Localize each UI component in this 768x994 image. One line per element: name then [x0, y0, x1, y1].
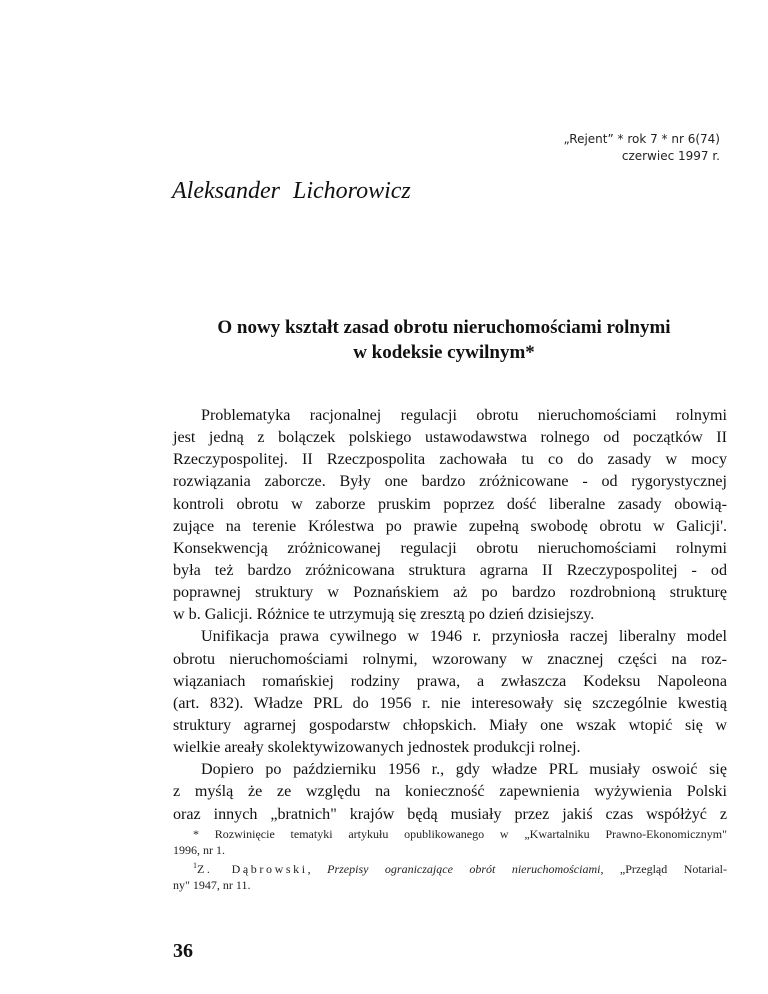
body-line: obrotu nieruchomościami rolnymi, wzorowany w znacznej części na roz-: [173, 650, 727, 668]
body-line: rozwiązania zaborcze. Były one bardzo zróżnicowane - od rygorystycznej: [173, 473, 727, 491]
body-line: w b. Galicji. Różnice te utrzymują się zresztą po dzień dzisiejszy.: [173, 606, 595, 624]
footnote-star-line-2: 1996, nr 1.: [173, 843, 225, 857]
footnote-author: Z. Dąbrowski: [197, 862, 308, 876]
body-line: Unifikacja prawa cywilnego w 1946 r. przyniosła raczej liberalny model: [201, 628, 727, 646]
body-line: (art. 832). Władze PRL do 1956 r. nie interesowały się szczególnie kwestią: [173, 694, 727, 712]
body-line: wielkie areały skolektywizowanych jednostek produkcji rolnej.: [173, 739, 581, 757]
page-number: 36: [173, 940, 193, 962]
body-line: Rzeczypospolitej. II Rzeczpospolita zachowała tu co do zasady w mocy: [173, 451, 727, 469]
footnote-separator: ,: [307, 862, 328, 876]
footnote-work-title: Przepisy ograniczające obrót nieruchomościami,: [327, 862, 604, 876]
footnote-marker: 1: [193, 861, 197, 870]
article-title: [160, 315, 728, 365]
title-line-2: w kodeksie cywilnym*: [353, 342, 535, 363]
body-line: struktury agrarnej gospodarstw chłopskich. Miały one wszak wtopić się w: [173, 716, 727, 734]
body-line: z myślą że ze względu na konieczność zapewnienia wyżywienia Polski: [173, 783, 727, 801]
journal-issue: „Rejent” * rok 7 * nr 6(74): [563, 132, 720, 146]
body-line: poprawnej struktury w Poznańskiem aż po bardzo rozdrobnioną strukturę: [173, 584, 727, 602]
journal-date: czerwiec 1997 r.: [621, 149, 720, 163]
body-line: wiązaniach romańskiej rodziny prawa, a zwłaszcza Kodeksu Napoleona: [173, 672, 727, 690]
footnotes: [173, 826, 727, 893]
body-line: Problematyka racjonalnej regulacji obrotu nieruchomościami rolnymi: [201, 407, 727, 424]
journal-info: [563, 131, 720, 165]
body-line: oraz innych „bratnich" krajów będą musiały przez jakiś czas współżyć z: [173, 805, 727, 823]
author-name: Aleksander Lichorowicz: [172, 178, 411, 204]
title-line-1: O nowy kształt zasad obrotu nieruchomościami rolnymi: [217, 317, 671, 338]
footnote-star-line-1: * Rozwinięcie tematyki artykułu opublikowanego w „Kwartalniku Prawno-Ekonomicznym": [193, 827, 727, 841]
body-line: jest jedną z bolączek polskiego ustawodawstwa rolnego od początków II: [173, 429, 727, 447]
body-line: kontroli obrotu w zaborze pruskim poprzez dość liberalne zasady obowią-: [173, 495, 727, 513]
body-line: zujące na terenie Królestwa po prawie zupełną swobodę obrotu w Galicji'.: [173, 517, 727, 535]
footnote-1-line-2: ny" 1947, nr 11.: [173, 878, 251, 892]
article-body: [173, 405, 727, 826]
body-line: była też bardzo zróżnicowana struktura agrarna II Rzeczypospolitej - od: [173, 561, 727, 579]
body-line: Dopiero po październiku 1956 r., gdy władze PRL musiały oswoić się: [201, 761, 727, 779]
footnote-1-line-1: [173, 858, 727, 877]
footnote-source: „Przegląd Notarial-: [603, 862, 728, 876]
body-line: Konsekwencją zróżnicowanej regulacji obrotu nieruchomościami rolnymi: [173, 539, 727, 557]
